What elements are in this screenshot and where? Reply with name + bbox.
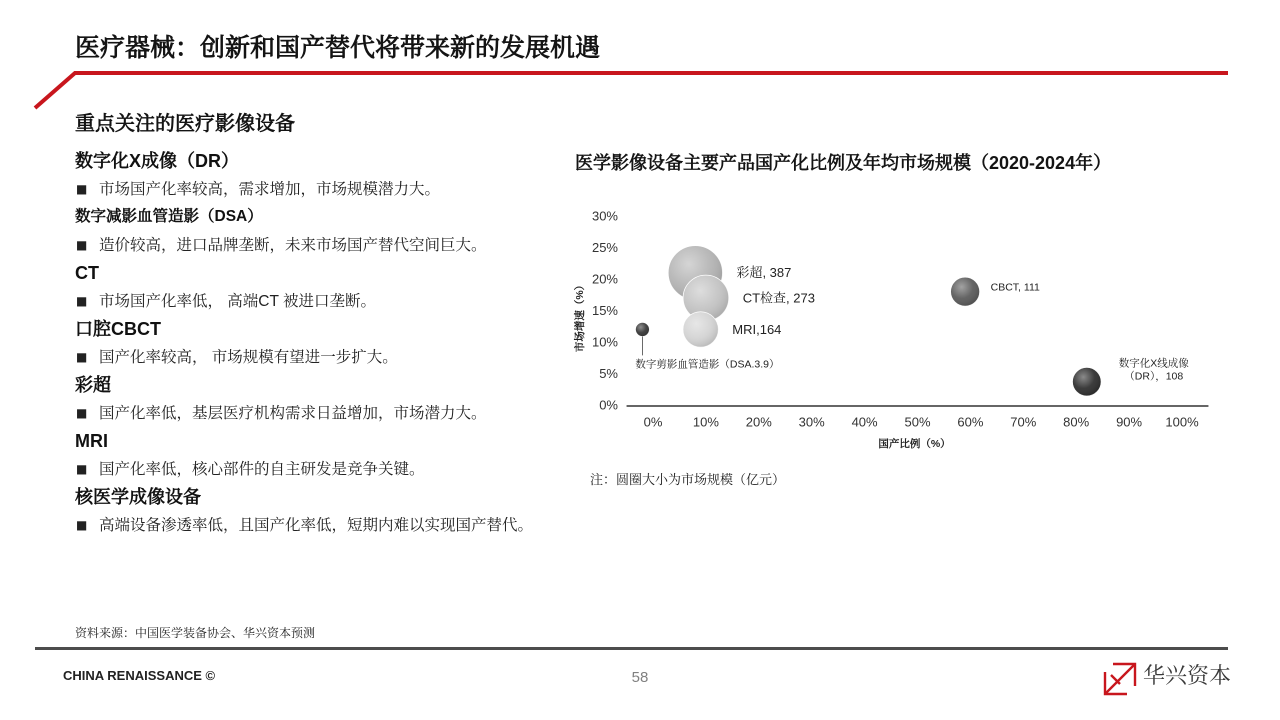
x-tick-label: 50%	[904, 414, 931, 430]
x-tick-label: 30%	[798, 414, 825, 430]
y-axis-title: 市场增速（%）	[574, 279, 586, 353]
chart-note: 注：圆圈大小为市场规模（亿元）	[590, 472, 786, 487]
footer-rule	[35, 647, 1228, 650]
bubble-label: MRI,164	[732, 321, 782, 337]
section-title: 重点关注的医疗影像设备	[75, 113, 295, 135]
bullet-square-icon: ■	[76, 294, 88, 308]
bullet-square-icon: ■	[76, 518, 88, 532]
y-tick-label: 30%	[591, 208, 618, 224]
bullet-square-icon: ■	[76, 238, 88, 252]
device-point-ct	[75, 287, 565, 315]
header-rule-line	[35, 73, 1228, 108]
footer-brand: CHINA RENAISSANCE ©	[63, 668, 216, 683]
bullet-square-icon: ■	[76, 462, 88, 476]
y-tick-label: 10%	[591, 334, 618, 350]
device-heading-dsa: 数字减影血管造影（DSA）	[75, 208, 263, 225]
logo-stroke	[1106, 665, 1134, 693]
x-tick-label: 0%	[643, 414, 663, 430]
x-axis-title: 国产比例（%）	[878, 438, 951, 450]
bubble-label: CBCT, 111	[990, 281, 1040, 294]
device-point-text: 国产化率低，核心部件的自主研发是竞争关键。	[99, 461, 425, 478]
bubble-chart	[560, 200, 1230, 460]
y-tick-label: 15%	[591, 303, 618, 318]
china-renaissance-logo-icon	[1103, 662, 1137, 696]
device-heading-nuclear: 核医学成像设备	[75, 487, 201, 507]
device-heading-dr: 数字化X成像（DR）	[75, 151, 240, 171]
device-point-text: 造价较高，进口品牌垄断，未来市场国产替代空间巨大。	[99, 237, 487, 254]
device-point-text: 高端设备渗透率低，且国产化率低，短期内难以实现国产替代。	[99, 517, 534, 534]
device-point-text: 国产化率低，基层医疗机构需求日益增加，市场潜力大。	[99, 405, 487, 422]
device-point-text: 市场国产化率低， 高端CT 被进口垄断。	[99, 293, 376, 310]
y-tick-label: 0%	[599, 397, 618, 413]
bullet-square-icon: ■	[76, 406, 88, 420]
logo-mark	[1105, 664, 1135, 694]
chart-title: 医学影像设备主要产品国产化比例及年均市场规模（2020-2024年）	[575, 153, 1112, 173]
device-heading-ct: CT	[75, 263, 99, 283]
y-tick-label: 25%	[591, 240, 618, 255]
x-tick-label: 90%	[1116, 414, 1143, 430]
bubble-shine	[1072, 367, 1101, 396]
page-number: 58	[631, 669, 649, 686]
header-rule	[30, 68, 1232, 112]
x-tick-label: 100%	[1165, 414, 1199, 430]
device-heading-mri: MRI	[75, 431, 108, 451]
device-point-ultrasound	[75, 399, 565, 427]
x-tick-label: 40%	[851, 414, 878, 430]
y-tick-label: 20%	[591, 271, 618, 287]
device-point-mri	[75, 455, 565, 483]
device-point-dr	[75, 175, 565, 203]
device-point-nuclear	[75, 511, 565, 539]
bubble-label: CT检查, 273	[742, 290, 815, 306]
device-point-text: 国产化率较高， 市场规模有望进一步扩大。	[99, 349, 398, 366]
device-point-dsa	[75, 231, 565, 259]
device-heading-ultrasound: 彩超	[75, 375, 111, 395]
x-tick-label: 70%	[1010, 414, 1037, 430]
device-point-text: 市场国产化率较高，需求增加，市场规模潜力大。	[99, 181, 441, 198]
bubble-label: 数字化X线成像	[1118, 357, 1189, 370]
bullet-square-icon: ■	[76, 350, 88, 364]
slide-title: 医疗器械：创新和国产替代将带来新的发展机遇	[75, 34, 601, 62]
device-heading-cbct: 口腔CBCT	[75, 319, 161, 339]
bubble-label: 数字剪影血管造影（DSA.3.9）	[635, 358, 780, 371]
source-note: 资料来源：中国医学装备协会、华兴资本预测	[75, 626, 316, 640]
bubble-shine	[683, 312, 718, 347]
bullet-square-icon: ■	[76, 182, 88, 196]
y-tick-label: 5%	[599, 366, 618, 381]
bubble-shine	[635, 322, 649, 336]
x-tick-label: 80%	[1063, 414, 1090, 430]
x-tick-label: 60%	[957, 414, 984, 430]
device-point-cbct	[75, 343, 565, 371]
bubble-label: （DR），108	[1124, 370, 1184, 383]
x-tick-label: 20%	[745, 414, 772, 430]
bubble-label: 彩超, 387	[736, 265, 792, 281]
bubble-shine	[951, 277, 980, 306]
logo-wordmark: 华兴资本	[1143, 663, 1232, 688]
x-tick-label: 10%	[692, 414, 719, 430]
device-list	[75, 147, 565, 539]
